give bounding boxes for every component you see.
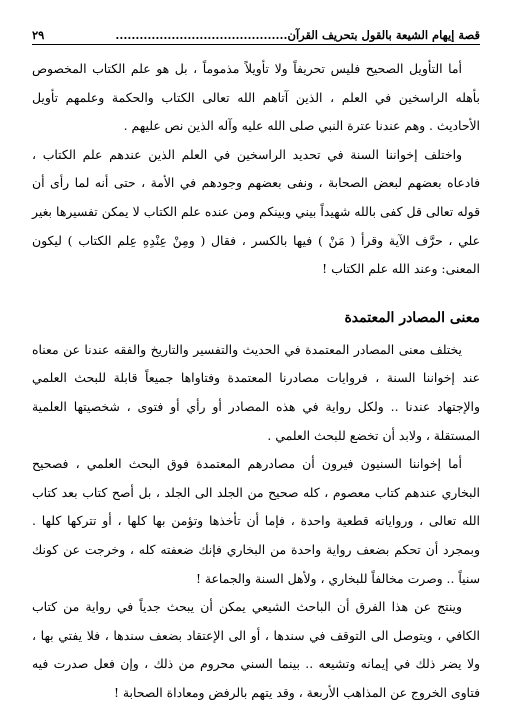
- section-heading: معنى المصادر المعتمدة: [344, 309, 480, 326]
- book-page: [32, 20, 480, 710]
- running-header: [32, 20, 480, 45]
- paragraph-consequence: وينتج عن هذا الفرق أن الباحث الشيعي يمكن أن يبحث جدياً في رواية من كتاب الكافي ، ويتوصل الى التوقف في سندها ، أو الى الإعتقاد بضعف سندها ، فلا يفتي بها ، ولا يضر ذلك في إيمانه وتشيعه .. بينما السني محروم من ذلك ، وإن فعل صدرت فيه فتاوى الخروج عن المذاهب الأربعة ، وقد يتهم بالرفض ومعاداة الصحابة !: [32, 599, 480, 700]
- paragraph-sunni-sources: أما إخواننا السنيون فيرون أن مصادرهم المعتمدة فوق البحث العلمي ، فصحيح البخاري عندهم كتاب معصوم ، كله صحيح من الجلد الى الجلد ، بل أصح كتاب بعد كتاب الله تعالى ، ورواياته قطعية واحدة ، فإما أن تأخذها وتؤمن بها كلها ، أو تتركها كلها . وبمجرد أن تحكم بضعف رواية واحدة من البخاري فإنك ضعفته كله ، وخرجت عن كونك سنياً .. وصرت مخالفاً للبخاري ، ولأهل السنة والجماعة !: [32, 456, 480, 586]
- body-text: [32, 55, 480, 707]
- paragraph-true-interpretation: أما التأويل الصحيح فليس تحريفاً ولا تأويلاً مذموماً ، بل هو علم الكتاب المخصوص بأهله الراسخين في العلم ، الذين آتاهم الله تعالى الكتاب والحكمة وعلمهم تأويل الأحاديث . وهم عندنا عترة النبي صلى الله عليه وآله الذين نص عليهم .: [32, 61, 480, 134]
- paragraph-sunni-disagreement: واختلف إخواننا السنة في تحديد الراسخين في العلم الذين عندهم علم الكتاب ، فادعاه بعضهم لبعض الصحابة ، ونفى بعضهم وجودهم في الأمة ، حتى أنه لما رأى أن قوله تعالى قل كفى بالله شهيداً بيني وبينكم ومن عنده علم الكتاب لا يمكن تفسيرها بغير علي ، حرَّف الآية وقرأ ( مَنْ ) فيها بالكسر ، فقال ( ومِنْ عِنْدِهِ عِلم الكتاب ) ليكون المعنى: وعند الله علم الكتاب !: [32, 146, 480, 277]
- page-number: ٢٩: [32, 28, 45, 42]
- header-title: قصة إيهام الشيعة بالقول بتحريف القرآن...........................................: [115, 28, 480, 42]
- paragraph-sources-meaning: يختلف معنى المصادر المعتمدة في الحديث والتفسير والتاريخ والفقه عندنا عن معناه عند إخواننا السنة ، فروايات مصادرنا المعتمدة وفتاواها جميعاً قابلة للبحث العلمي والإجتهاد عندنا .. ولكل رواية في هذه المصادر أو رأي أو فتوى ، شخصيتها العلمية المستقلة ، ولابد أن تخضع للبحث العلمي .: [32, 341, 480, 443]
